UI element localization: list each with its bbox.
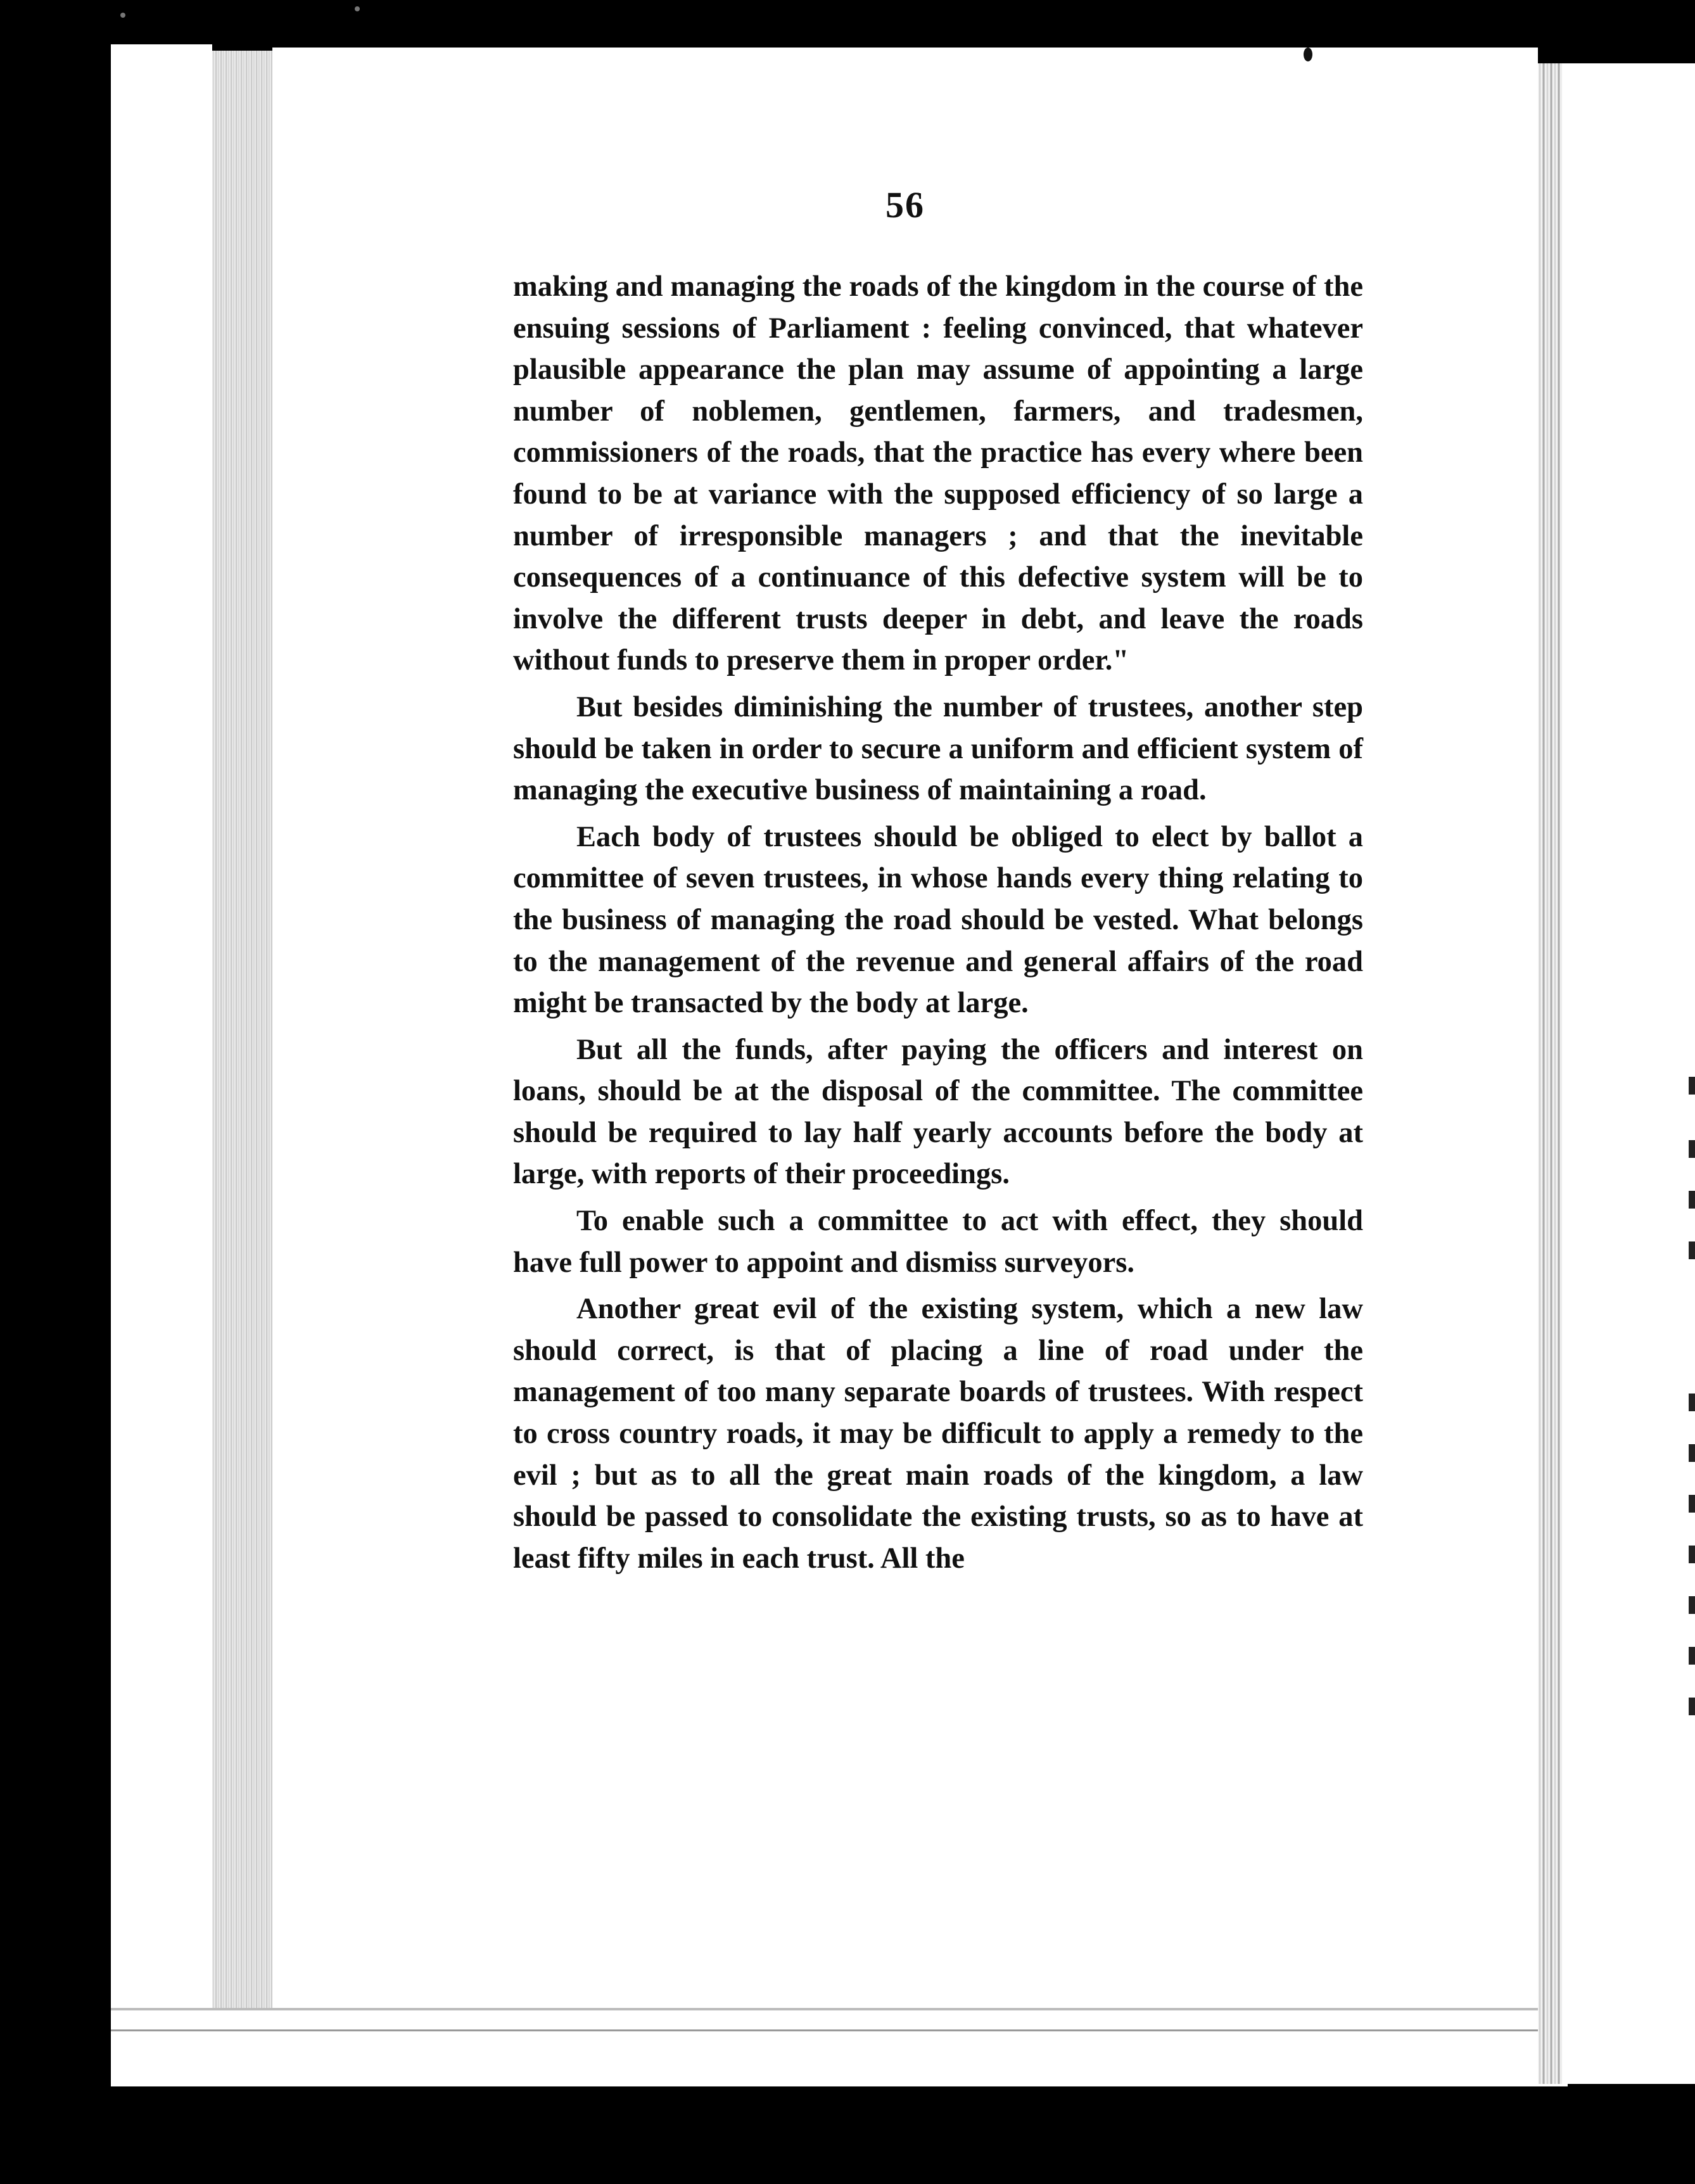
adjacent-page-glyph (1689, 1394, 1695, 1411)
left-page-edge (111, 44, 212, 2014)
adjacent-page-glyph (1689, 1495, 1695, 1513)
paragraph: To enable such a committee to act with effect, they should have full power to appoint and dismiss surveyors. (513, 1205, 1363, 1279)
paragraph: Each body of trustees should be obliged to elect by ballot a committee of seven trustees, in whose hands every thing relating to the business of managing the road should be vested. What belongs to the management of the revenue and general affairs of the road might be transacted by the body at large. (513, 820, 1363, 1020)
adjacent-page-glyph (1689, 1647, 1695, 1665)
paragraph: But besides diminishing the number of trustees, another step should be taken in order to secure a uniform and efficient system of managing the executive business of maintaining a road. (513, 690, 1363, 807)
scan-speck (120, 13, 125, 18)
bottom-page-edge (111, 2008, 1568, 2086)
page-stack-edges (212, 51, 272, 2008)
scan-speck (1304, 48, 1312, 61)
adjacent-page-glyph (1689, 1596, 1695, 1614)
paragraph: Another great evil of the existing system, which a new law should correct, is that of placing a line of road under the management of too many separate boards of trustees. With respect to cross country roads, it may be difficult to apply a remedy to the evil ; but as to all the great main roads of the kingdom, a law should be passed to consolidate the existing trusts, so as to have at least fifty miles in each trust. All the (513, 1293, 1363, 1575)
paragraph: making and managing the roads of the kingdom in the course of the ensuing sessions of Parliament : feeling convinced, that whatever plausible appearance the plan may assume of appointing a large number of noblemen, gentlemen, farmers, and tradesmen, commissioners of the roads, that the practice has every where been found to be at variance with the supposed efficiency of so large a number of irresponsible managers ; and that the inevitable consequences of a continuance of this defective system will be to involve the different trusts deeper in debt, and leave the roads without funds to preserve them in proper order." (513, 270, 1363, 677)
adjacent-page-glyph (1689, 1077, 1695, 1095)
adjacent-page-glyph (1689, 1546, 1695, 1563)
adjacent-page-glyph (1689, 1444, 1695, 1462)
adjacent-page-edge (1562, 63, 1695, 2084)
paragraph: But all the funds, after paying the officers and interest on loans, should be at the disposal of the committee. The committee should be required to lay half yearly accounts before the body at large, with reports of their proceedings. (513, 1033, 1363, 1191)
adjacent-page-glyph (1689, 1191, 1695, 1209)
page-number: 56 (886, 184, 925, 225)
right-page-gutter (1538, 63, 1562, 2084)
scan-speck (355, 6, 360, 11)
adjacent-page-glyph (1689, 1140, 1695, 1158)
adjacent-page-glyph (1689, 1698, 1695, 1715)
adjacent-page-glyph (1689, 1241, 1695, 1259)
book-page (272, 48, 1538, 2008)
page-body-text (513, 266, 1363, 1579)
